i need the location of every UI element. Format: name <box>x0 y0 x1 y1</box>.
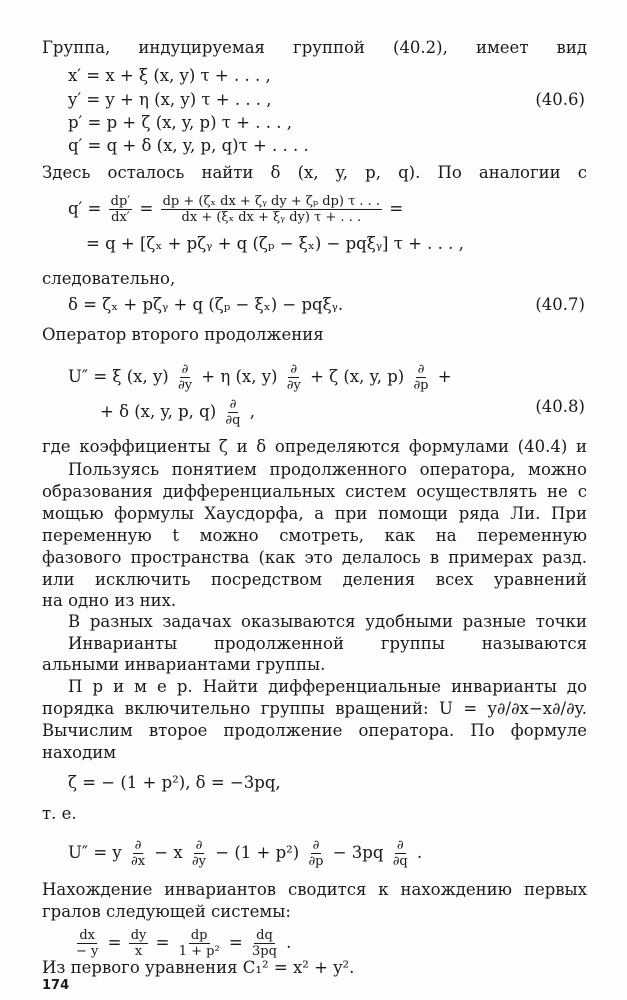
text-line: альными инвариантами группы. <box>42 655 326 674</box>
fraction-numerator: dp <box>190 928 208 943</box>
text-line: Группа, индуцируемая группой (40.2), имеет вид <box>42 38 587 57</box>
fraction-numerator: ∂ <box>195 838 203 853</box>
fraction-denominator: dx′ <box>111 210 130 225</box>
text-line: П р и м е р. Найти дифференциальные инварианты до <box>68 677 587 696</box>
fraction-numerator: dp + (ζₓ dx + ζᵧ dy + ζₚ dp) τ . . . <box>162 194 381 209</box>
equation-number: (40.6) <box>535 90 585 109</box>
eq-part: = <box>107 933 122 952</box>
text-line: Вычислим второе продолжение оператора. По формуле <box>42 721 587 740</box>
text-line: т. е. <box>42 804 77 823</box>
text-line: следовательно, <box>42 269 176 288</box>
text-line: Нахождение инвариантов сводится к нахождению первых <box>42 880 587 899</box>
text-line: порядка включительно группы вращений: U = y∂/∂x−x∂/∂y. <box>42 699 587 718</box>
fraction-denominator: ∂q <box>225 413 241 428</box>
eq-part: q′ = <box>68 199 102 218</box>
equation-operator-second-line1 <box>68 362 452 393</box>
fraction-numerator: ∂ <box>312 838 320 853</box>
eq-part: + η (x, y) <box>201 367 278 386</box>
equation-zeta-delta: ζ = − (1 + p²), δ = −3pq, <box>68 773 281 792</box>
fraction-numerator: ∂ <box>396 838 404 853</box>
text-line: Пользуясь понятием продолженного оператора, можно <box>68 460 587 479</box>
fraction-denominator: ∂p <box>413 378 429 393</box>
fraction-numerator: ∂ <box>290 362 298 377</box>
equation-x: x′ = x + ξ (x, y) τ + . . . , <box>68 66 271 85</box>
fraction-denominator: − y <box>76 944 99 959</box>
fraction-numerator: ∂ <box>417 362 425 377</box>
fraction-denominator: ∂y <box>191 854 206 869</box>
eq-part: − (1 + p²) <box>215 843 300 862</box>
text-line: на одно из них. <box>42 591 177 610</box>
eq-part: − x <box>154 843 183 862</box>
eq-part: . <box>416 843 423 862</box>
equation-system <box>72 928 291 959</box>
text-line: Из первого уравнения C₁² = x² + y². <box>42 958 355 977</box>
text-line: В разных задачах оказываются удобными разные точки <box>68 612 587 631</box>
fraction-numerator: dx <box>79 928 96 943</box>
text-line: Инварианты продолженной группы называются <box>68 634 587 653</box>
equation-q: q′ = q + δ (x, y, p, q)τ + . . . . <box>68 136 309 155</box>
fraction-denominator: x <box>134 944 143 959</box>
text-line: гралов следующей системы: <box>42 902 291 921</box>
fraction-numerator: ∂ <box>181 362 189 377</box>
eq-part: . <box>286 933 292 952</box>
text-line: переменную t можно смотреть, как на переменную <box>42 526 587 545</box>
fraction-denominator: ∂y <box>286 378 301 393</box>
eq-part: + δ (x, y, p, q) <box>100 402 217 421</box>
eq-part: + ζ (x, y, p) <box>310 367 405 386</box>
text-line: фазового пространства (как это делалось в примерах разд. <box>42 548 587 567</box>
equation-number: (40.8) <box>535 397 585 416</box>
fraction-numerator: ∂ <box>229 397 237 412</box>
eq-part: , <box>249 402 255 421</box>
equation-operator-rotation <box>68 838 422 869</box>
eq-part: = <box>139 199 154 218</box>
equation-qprime-result: = q + [ζₓ + pζᵧ + q (ζₚ − ξₓ) − pqξᵧ] τ + . . . , <box>86 234 464 253</box>
eq-part: = <box>155 933 170 952</box>
fraction-numerator: ∂ <box>134 838 142 853</box>
equation-qprime-fraction <box>68 194 403 225</box>
fraction-numerator: dq <box>256 928 273 943</box>
fraction-denominator: 1 + p² <box>178 944 220 959</box>
text-line: где коэффициенты ζ и δ определяются формулами (40.4) и <box>42 437 587 456</box>
fraction-denominator: dx + (ξₓ dx + ξᵧ dy) τ + . . . <box>181 210 362 225</box>
eq-part: U″ = y <box>68 843 122 862</box>
equation-p: p′ = p + ζ (x, y, p) τ + . . . , <box>68 113 292 132</box>
eq-part: U″ = ξ (x, y) <box>68 367 169 386</box>
fraction-denominator: ∂p <box>308 854 324 869</box>
eq-part: = <box>389 199 404 218</box>
fraction-numerator: dy <box>130 928 147 943</box>
text-line: мощью формулы Хаусдорфа, а при помощи ряда Ли. При <box>42 504 587 523</box>
fraction-denominator: ∂q <box>392 854 408 869</box>
eq-part: = <box>228 933 243 952</box>
fraction-denominator: ∂x <box>130 854 146 869</box>
fraction-denominator: 3pq <box>252 944 277 959</box>
eq-part: + <box>437 367 452 386</box>
equation-operator-second-line2 <box>100 397 255 428</box>
page-number: 174 <box>42 978 70 993</box>
text-line: или исключить посредством деления всех уравнений <box>42 570 587 589</box>
eq-part: − 3pq <box>332 843 384 862</box>
text-line: находим <box>42 743 117 762</box>
equation-y: y′ = y + η (x, y) τ + . . . , <box>68 90 272 109</box>
text-line: Оператор второго продолжения <box>42 325 324 344</box>
text-line: Здесь осталось найти δ (x, y, p, q). По аналогии с <box>42 163 587 182</box>
equation-delta: δ = ζₓ + pζᵧ + q (ζₚ − ξₓ) − pqξᵧ. <box>68 295 344 314</box>
text-line: образования дифференциальных систем осуществлять не с <box>42 482 587 501</box>
equation-number: (40.7) <box>535 295 585 314</box>
fraction-denominator: ∂y <box>177 378 193 393</box>
fraction-numerator: dp′ <box>110 194 131 209</box>
